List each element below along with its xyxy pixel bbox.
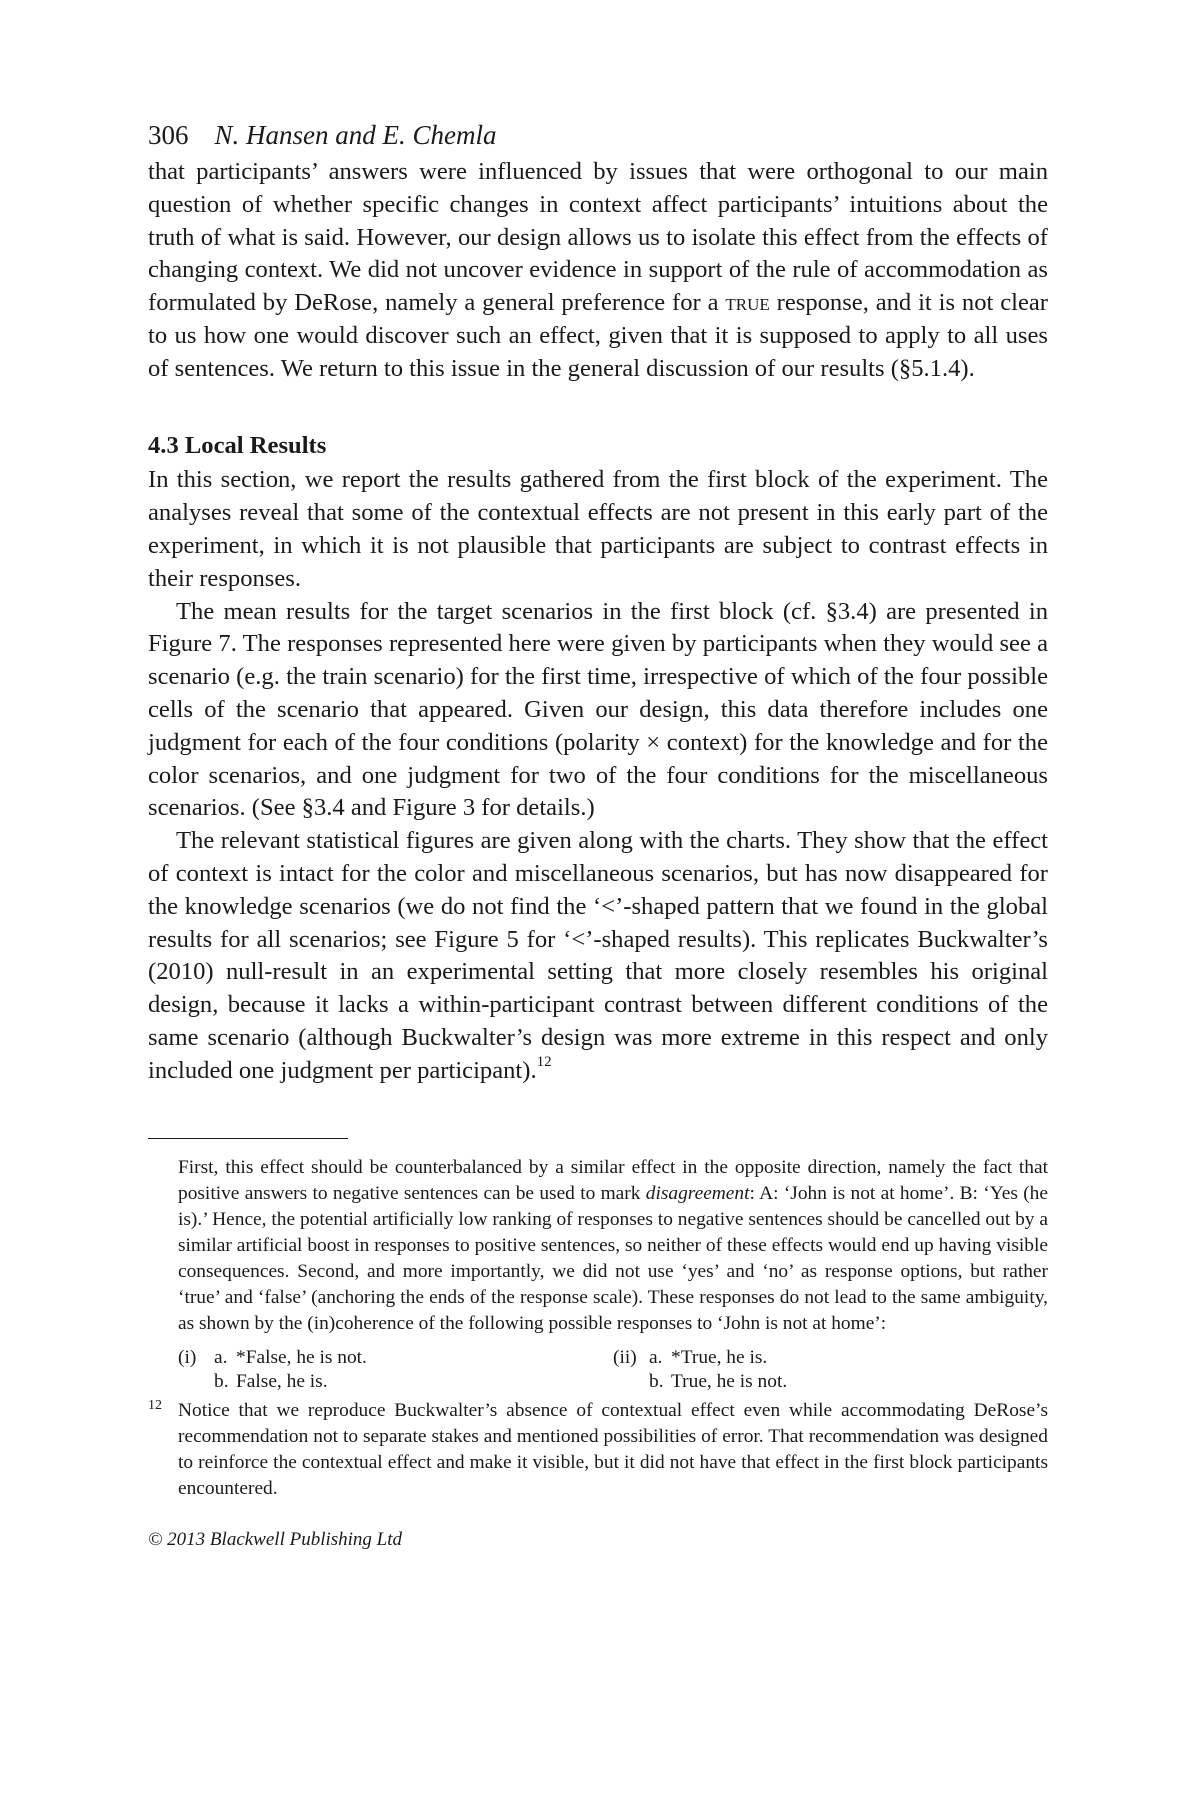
fn11-text-2: : A: ‘John is not at home’. B: ‘Yes (he is).’ Hence, the potential artificially low ranking of responses to negative sentences should be cancelled out by a similar artificial boost in responses to positive sentences, so neither of these effects would end up having visible consequences. Second, and more importantly, we did not use ‘yes’ and ‘no’ as response options, but rather ‘true’ and ‘false’ (anchoring the ends of the response scale). These responses do not lead to the same ambiguity, as shown by the (in)coherence of the following possible responses to ‘John is not at home’:	[178, 1182, 1048, 1334]
section-heading: 4.3 Local Results	[148, 431, 327, 459]
example-text: *True, he is.	[671, 1346, 768, 1368]
examples	[178, 1346, 1048, 1394]
example-text: False, he is.	[236, 1370, 328, 1392]
example-text: *False, he is not.	[236, 1346, 367, 1368]
footnotes	[148, 1155, 1048, 1502]
body-text	[148, 156, 1048, 1088]
example-row	[178, 1346, 613, 1370]
example-letter: a.	[649, 1346, 663, 1368]
section-paragraph-3	[148, 825, 1048, 1087]
footnote-11-continuation	[178, 1155, 1048, 1337]
example-number: (i)	[178, 1346, 197, 1368]
footnote-ref-12[interactable]: 12	[536, 1053, 552, 1070]
section-paragraph-3-text: The relevant statistical figures are given along with the charts. They show that the effect of context is intact for the color and miscellaneous scenarios, but has now disappeared for the knowledge scenarios (we do not find the ‘<’-shaped pattern that we found in the global results for all scenarios; see Figure 5 for ‘<’-shaped results). This replicates Buckwalter’s (2010) null-result in an experimental setting that more closely resembles his original design, because it lacks a within-participant contrast between different conditions of the same scenario (although Buckwalter’s design was more extreme in this respect and only included one judgment per participant).	[148, 827, 1048, 1084]
copyright: © 2013 Blackwell Publishing Ltd	[148, 1528, 403, 1550]
intro-paragraph	[148, 156, 1048, 386]
example-text: True, he is not.	[671, 1370, 788, 1392]
footnote-divider	[148, 1138, 348, 1139]
example-row	[613, 1346, 1048, 1370]
example-row	[613, 1370, 1048, 1394]
example-letter: b.	[214, 1370, 229, 1392]
footnote-12-mark: 12	[148, 1397, 162, 1413]
section-paragraph-1: In this section, we report the results gathered from the first block of the experiment. The analyses reveal that some of the contextual effects are not present in this early part of the experiment, in which it is not plausible that participants are subject to contrast effects in their responses.	[148, 466, 1048, 592]
true-smallcaps: true	[725, 289, 770, 317]
fn11-italic: disagreement	[645, 1182, 750, 1204]
example-letter: a.	[214, 1346, 228, 1368]
example-number: (ii)	[613, 1346, 637, 1368]
fn11-text-1: First, this effect should be counterbalanced by a similar effect in the opposite direction, namely the fact that positive answers to negative sentences can be used to mark	[178, 1156, 1048, 1204]
example-i	[178, 1346, 613, 1394]
footnote-12-text: Notice that we reproduce Buckwalter’s absence of contextual effect even while accommodating DeRose’s recommendation not to separate stakes and mentioned possibilities of error. That recommendation was designed to reinforce the contextual effect and make it visible, but it did not have that effect in the first block participants encountered.	[178, 1399, 1048, 1499]
example-ii	[613, 1346, 1048, 1394]
page-number: 306	[148, 120, 189, 150]
example-row	[178, 1370, 613, 1394]
page	[148, 118, 1048, 1552]
running-head	[148, 118, 1048, 152]
intro-text-1: that participants’ answers were influenced by issues that were orthogonal to our main question of whether specific changes in context affect participants’ intuitions about the truth of what is said. However, our design allows us to isolate this effect from the effects of changing context. We did not uncover evidence in support of the rule of accommodation as formulated by DeRose, namely a general preference for a	[148, 158, 1048, 317]
running-head-authors: N. Hansen and E. Chemla	[214, 120, 497, 150]
intro-text-2: response, and it is not clear to us how one would discover such an effect, given that it is supposed to apply to all uses of sentences. We return to this issue in the general discussion of our results (§5.1.4).	[148, 289, 1048, 382]
section-paragraph-2: The mean results for the target scenarios in the first block (cf. §3.4) are presented in Figure 7. The responses represented here were given by participants when they would see a scenario (e.g. the train scenario) for the first time, irrespective of which of the four possible cells of the scenario that appeared. Given our design, this data therefore includes one judgment for each of the four conditions (polarity × context) for the knowledge and for the color scenarios, and one judgment for two of the four conditions for the miscellaneous scenarios. (See §3.4 and Figure 3 for details.)	[148, 597, 1048, 822]
example-letter: b.	[649, 1370, 664, 1392]
footnote-12	[148, 1397, 1048, 1502]
